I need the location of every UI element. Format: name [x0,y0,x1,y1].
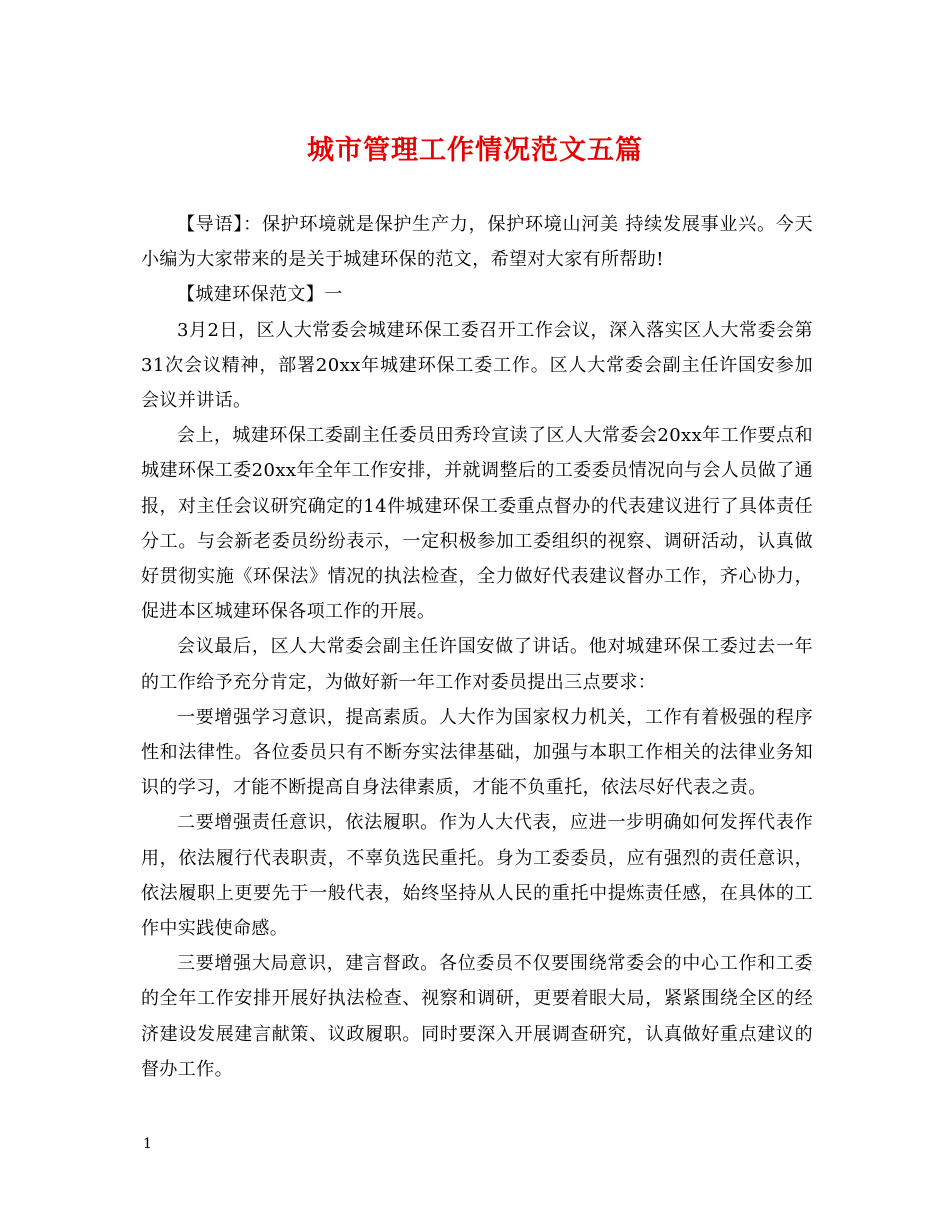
intro-paragraph: 【导语】：保护环境就是保护生产力，保护环境山河美 持续发展事业兴。今天小编为大家带来的是关于城建环保的范文，希望对大家有所帮助! [141,214,813,271]
section-heading: 【城建环保范文】一 [177,284,343,306]
body-paragraph: 会上，城建环保工委副主任委员田秀玲宣读了区人大常委会20xx年工作要点和城建环保工委20xx年全年工作安排，并就调整后的工委委员情况向与会人员做了通报，对主任会议研究确定的14件城建环保工委重点督办的代表建议进行了具体责任分工。与会新老委员纷纷表示，一定积极参加工委组织的视察、调研活动，认真做好贯彻实施《环保法》情况的执法检查，全力做好代表建议督办工作，齐心协力，促进本区城建环保各项工作的开展。 [141,425,813,623]
body-paragraph: 会议最后，区人大常委会副主任许国安做了讲话。他对城建环保工委过去一年的工作给予充分肯定，为做好新一年工作对委员提出三点要求： [141,636,813,693]
document-title: 城市管理工作情况范文五篇 [307,135,643,166]
body-paragraph: 三要增强大局意识，建言督政。各位委员不仅要围绕常委会的中心工作和工委的全年工作安排开展好执法检查、视察和调研，更要着眼大局，紧紧围绕全区的经济建设发展建言献策、议政履职。同时要深入开展调查研究，认真做好重点建议的督办工作。 [141,953,813,1080]
body-paragraph: 一要增强学习意识，提高素质。人大作为国家权力机关，工作有着极强的程序性和法律性。各位委员只有不断夯实法律基础，加强与本职工作相关的法律业务知识的学习，才能不断提高自身法律素质，才能不负重托，依法尽好代表之责。 [141,706,813,799]
document-body [141,207,813,1087]
body-paragraph: 3月2日，区人大常委会城建环保工委召开工作会议，深入落实区人大常委会第31次会议精神，部署20xx年城建环保工委工作。区人大常委会副主任许国安参加会议并讲话。 [141,319,813,412]
page-number: 1 [143,1136,152,1152]
body-paragraph: 二要增强责任意识，依法履职。作为人大代表，应进一步明确如何发挥代表作用，依法履行代表职责，不辜负选民重托。身为工委委员，应有强烈的责任意识，依法履职上更要先于一般代表，始终坚持从人民的重托中提炼责任感，在具体的工作中实践使命感。 [141,812,813,940]
